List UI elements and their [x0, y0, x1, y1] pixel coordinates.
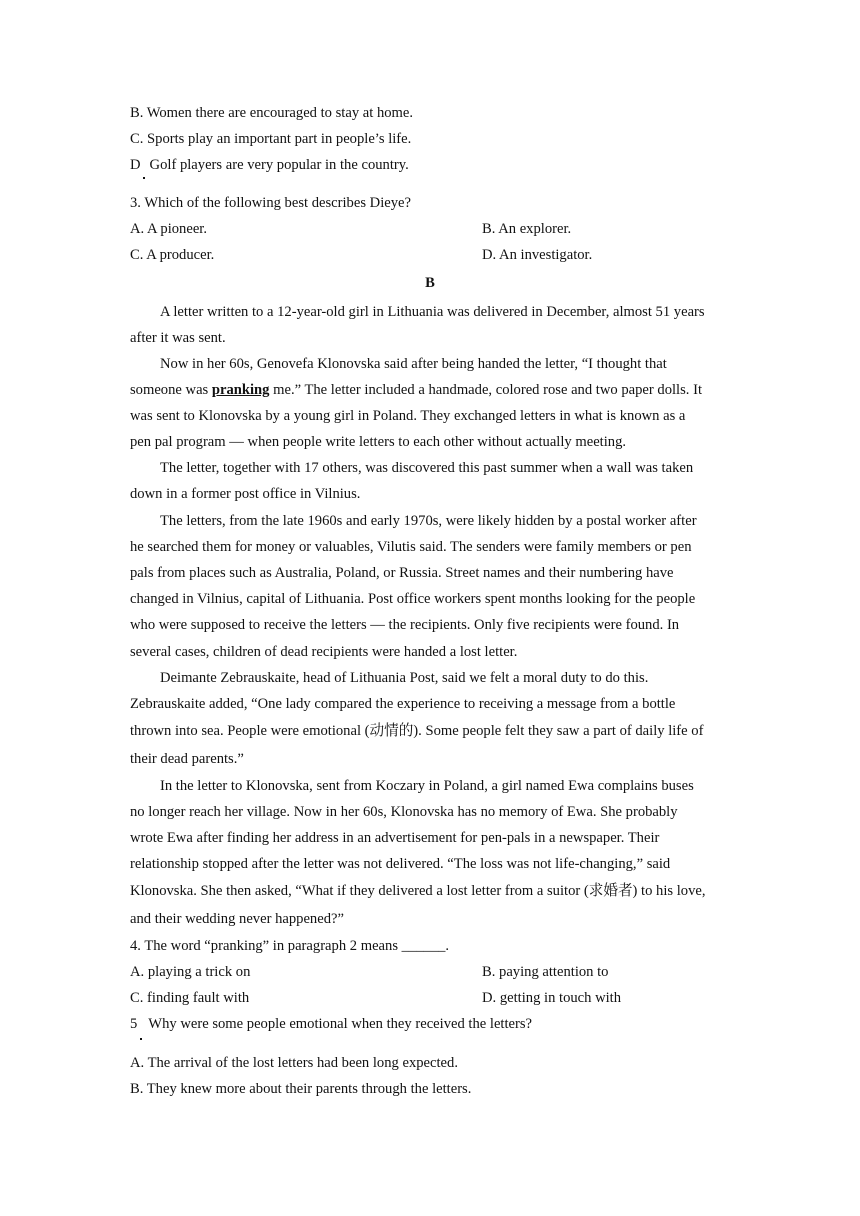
q2-option-d	[130, 156, 730, 174]
passage-line: who were supposed to receive the letters — the recipients. Only five recipients were found. In	[130, 617, 680, 633]
passage-text: me.” The letter included a handmade, colored rose and two paper dolls. It	[269, 382, 702, 398]
passage-line: no longer reach her village. Now in her 60s, Klonovska has no memory of Ewa. She probably	[130, 804, 678, 820]
passage-line: relationship stopped after the letter was not delivered. “The loss was not life-changing,” said	[130, 856, 671, 872]
passage-line: Zebrauskaite added, “One lady compared the experience to receiving a message from a bottle	[130, 696, 676, 712]
passage-line: wrote Ewa after finding her address in an advertisement for pen-pals in a newspaper. Their	[130, 830, 660, 846]
passage-line: pals from places such as Australia, Poland, or Russia. Street names and their numbering have	[130, 565, 674, 581]
stray-dot-mark	[143, 177, 145, 179]
passage-line: after it was sent.	[130, 330, 226, 346]
q3-option-a: A. A pioneer.	[130, 221, 208, 237]
q2-option-d-text: Golf players are very popular in the country.	[149, 157, 409, 173]
passage-line: down in a former post office in Vilnius.	[130, 486, 361, 502]
passage-line: thrown into sea. People were emotional (动情的). Some people felt they saw a part of daily life of	[130, 723, 704, 739]
section-heading: B	[425, 275, 435, 291]
passage-line: In the letter to Klonovska, sent from Koczary in Poland, a girl named Ewa complains buses	[160, 778, 694, 794]
passage-line: Klonovska. She then asked, “What if they delivered a lost letter from a suitor (求婚者) to his love,	[130, 883, 706, 899]
passage-line: Deimante Zebrauskaite, head of Lithuania Post, said we felt a moral duty to do this.	[160, 670, 649, 686]
passage-line: several cases, children of dead recipients were handed a lost letter.	[130, 644, 518, 660]
q2-option-b: B. Women there are encouraged to stay at home.	[130, 105, 414, 121]
passage-line: their dead parents.”	[130, 751, 244, 767]
keyword-pranking: pranking	[211, 382, 270, 398]
q5-number: 5	[130, 1016, 138, 1032]
q3-option-b: B. An explorer.	[482, 221, 572, 237]
passage-line: was sent to Klonovska by a young girl in Poland. They exchanged letters in what is known as a	[130, 408, 686, 424]
passage-text: someone was	[130, 382, 212, 398]
q4-option-b: B. paying attention to	[482, 964, 609, 980]
stray-dot-mark	[140, 1038, 142, 1040]
q4-stem: 4. The word “pranking” in paragraph 2 means ______.	[130, 938, 450, 954]
passage-line: and their wedding never happened?”	[130, 911, 344, 927]
q3-option-c: C. A producer.	[130, 247, 215, 263]
q5-stem	[130, 1015, 730, 1033]
q4-option-a: A. playing a trick on	[130, 964, 251, 980]
q3-option-d: D. An investigator.	[482, 247, 593, 263]
passage-line: A letter written to a 12-year-old girl in Lithuania was delivered in December, almost 51 years	[160, 304, 705, 320]
q2-option-d-letter: D	[130, 157, 141, 173]
passage-line: pen pal program — when people write letters to each other without actually meeting.	[130, 434, 627, 450]
passage-line	[130, 381, 730, 399]
passage-line: changed in Vilnius, capital of Lithuania. Post office workers spent months looking for the people	[130, 591, 696, 607]
q3-stem: 3. Which of the following best describes Dieye?	[130, 195, 411, 211]
passage-line: The letters, from the late 1960s and early 1970s, were likely hidden by a postal worker after	[160, 513, 697, 529]
passage-line: The letter, together with 17 others, was discovered this past summer when a wall was taken	[160, 460, 694, 476]
q2-option-c: C. Sports play an important part in people’s life.	[130, 131, 412, 147]
q5-text: Why were some people emotional when they received the letters?	[148, 1016, 533, 1032]
q4-option-d: D. getting in touch with	[482, 990, 622, 1006]
passage-line: Now in her 60s, Genovefa Klonovska said after being handed the letter, “I thought that	[160, 356, 667, 372]
q5-option-a: A. The arrival of the lost letters had been long expected.	[130, 1055, 458, 1071]
passage-line: he searched them for money or valuables, Vilutis said. The senders were family members or pen	[130, 539, 692, 555]
q4-option-c: C. finding fault with	[130, 990, 250, 1006]
q5-option-b: B. They knew more about their parents through the letters.	[130, 1081, 472, 1097]
